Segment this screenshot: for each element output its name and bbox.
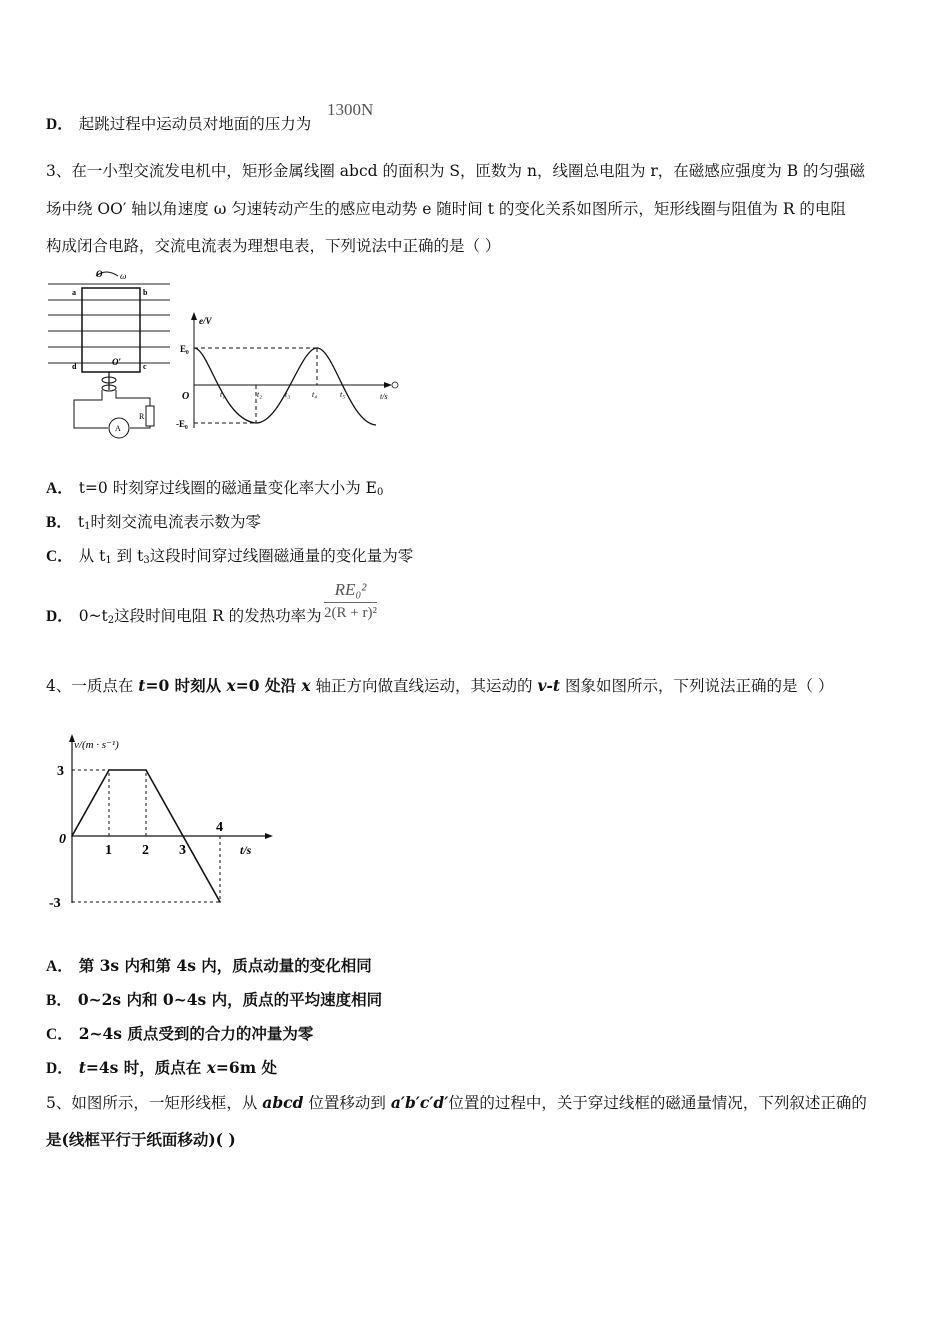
e0-tick: E₀ (180, 344, 189, 354)
q4-stem (46, 676, 833, 696)
q3-stem-line-3: 构成闭合电路，交流电流表为理想电表，下列说法中正确的是（ ） (46, 237, 501, 255)
option-text: 起跳过程中运动员对地面的压力为 (78, 115, 312, 133)
option-text: 第 3s 内和第 4s 内，质点动量的变化相同 (78, 956, 372, 975)
stem-part: =0 时刻从 (145, 676, 227, 695)
e-t-graph (176, 312, 398, 429)
stem-var-t: t (138, 676, 146, 695)
coil-abcd (82, 288, 140, 372)
stem-part: 轴正方向做直线运动，其运动的 (310, 677, 538, 695)
q3-option-a (46, 478, 383, 503)
label-r: R (139, 412, 145, 421)
option-var-x: x (206, 1058, 216, 1077)
t5-tick: t₅ (340, 390, 346, 399)
t4-tick: t₄ (312, 390, 318, 399)
option-label: B． (46, 514, 72, 531)
subscript: 3 (143, 555, 150, 566)
option-mid: 到 t (111, 547, 144, 565)
q3-stem-line-2: 场中绕 OO′ 轴以角速度 ω 匀速转动产生的感应电动势 e 随时间 t 的变化关系如图所示，矩形线圈与阻值为 R 的电阻 (46, 200, 846, 218)
heating-power-fraction (324, 580, 377, 622)
q2-option-d (46, 114, 311, 135)
label-b: b (143, 288, 148, 297)
subscript: 1 (105, 555, 112, 566)
option-t: t (77, 513, 85, 531)
neg-e0-tick: -E₀ (176, 419, 188, 429)
stem-part: 位置移动到 (303, 1094, 391, 1112)
stem-var-vt: v-t (537, 676, 561, 695)
stem-part: 位置的过程中，关于穿过线框的磁通量情况，下列叙述正确的 (448, 1094, 867, 1112)
q4-option-b (46, 990, 382, 1011)
stem-var-x: x (301, 676, 311, 695)
option-text: 这段时间穿过线圈磁通量的变化量为零 (149, 547, 414, 565)
q3-figure (44, 268, 404, 440)
option-pre: 0~t (78, 607, 108, 625)
label-ammeter: A (115, 424, 121, 433)
q3-option-c (46, 546, 413, 571)
option-text: 这段时间电阻 R 的发热功率为 (114, 607, 322, 625)
q3-stem-line-1: 3、在一小型交流发电机中，矩形金属线圈 abcd 的面积为 S，匝数为 n，线圈总电阻为 r，在磁感应强度为 B 的匀强磁 (46, 162, 866, 180)
t3-tick: t₃ (285, 390, 291, 399)
data-point-t3 (182, 835, 184, 837)
option-label: C． (46, 1026, 73, 1043)
x-tick-0: 0 (59, 832, 66, 847)
option-text: 0~2s 内和 0~4s 内，质点的平均速度相同 (77, 990, 383, 1009)
option-text: =4s 时，质点在 (85, 1058, 207, 1077)
y-axis-label: v/(m · s⁻¹) (74, 739, 119, 751)
x-tick-3: 3 (179, 843, 186, 858)
option-label: A． (46, 958, 73, 975)
x-axis-arrow (265, 833, 273, 839)
label-o: O (96, 269, 103, 279)
q5-stem-line-2: 是(线框平行于纸面移动)( ) (46, 1130, 236, 1149)
q3-option-b (46, 512, 261, 537)
option-text: =6m 处 (215, 1058, 277, 1077)
label-c: c (143, 362, 147, 371)
option-label: D． (46, 1060, 73, 1077)
option-label: D． (46, 116, 73, 133)
option-label: B． (46, 992, 72, 1009)
t1-tick: t₁ (220, 390, 226, 399)
magnetic-field-lines (48, 284, 170, 363)
origin-label: O (182, 391, 190, 402)
stem-part: 图象如图所示，下列说法正确的是（ ） (560, 677, 834, 695)
subscript: 1 (84, 521, 91, 532)
e-axis-label: e/V (199, 316, 212, 326)
option-label: D． (46, 608, 73, 625)
x-axis-label: t/s (240, 843, 252, 857)
y-tick--3: -3 (49, 896, 61, 911)
t-axis-label: t/s (380, 392, 388, 401)
option-label: A． (46, 480, 73, 497)
q3-option-d (46, 606, 322, 631)
option-var-t: t (78, 1058, 86, 1077)
x-tick-4: 4 (216, 820, 223, 835)
stem-part: =0 处沿 (235, 676, 302, 695)
option-pre: 从 t (78, 547, 106, 565)
pressure-value: 1300N (327, 100, 374, 119)
x-tick-2: 2 (142, 843, 149, 858)
stem-var-x: x (226, 676, 236, 695)
x-tick-1: 1 (105, 843, 112, 858)
subscript: 2 (107, 615, 115, 626)
v-t-chart (44, 728, 284, 913)
y-tick-3: 3 (57, 764, 64, 779)
option-text: 2~4s 质点受到的合力的冲量为零 (78, 1024, 314, 1043)
t2-tick: t₂ (257, 390, 263, 399)
fraction-numerator: RE₀² (324, 580, 377, 603)
stem-part: 5、如图所示，一矩形线框，从 (46, 1094, 263, 1112)
q4-option-d (46, 1058, 277, 1079)
stem-var-abcd: abcd (262, 1093, 304, 1112)
option-text: t=0 时刻穿过线圈的磁通量变化率大小为 E (78, 479, 377, 497)
label-omega: ω (120, 271, 127, 281)
label-a: a (72, 288, 76, 297)
option-label: C． (46, 548, 73, 565)
subscript: 0 (376, 487, 384, 498)
fraction-denominator: 2(R + r)² (324, 605, 377, 621)
q4-option-c (46, 1024, 313, 1045)
data-point-t4 (219, 901, 221, 903)
option-text: 时刻交流电流表示数为零 (90, 513, 261, 531)
q4-option-a (46, 956, 372, 977)
stem-var-prime: a′b′c′d′ (390, 1093, 449, 1112)
stem-part: 4、一质点在 (46, 677, 139, 695)
resistor-r (146, 406, 154, 426)
label-d: d (72, 362, 77, 371)
emf-curve (194, 348, 376, 425)
data-point-t0 (71, 835, 73, 837)
label-o-prime: O′ (112, 357, 122, 367)
q5-stem-line-1 (46, 1093, 867, 1113)
